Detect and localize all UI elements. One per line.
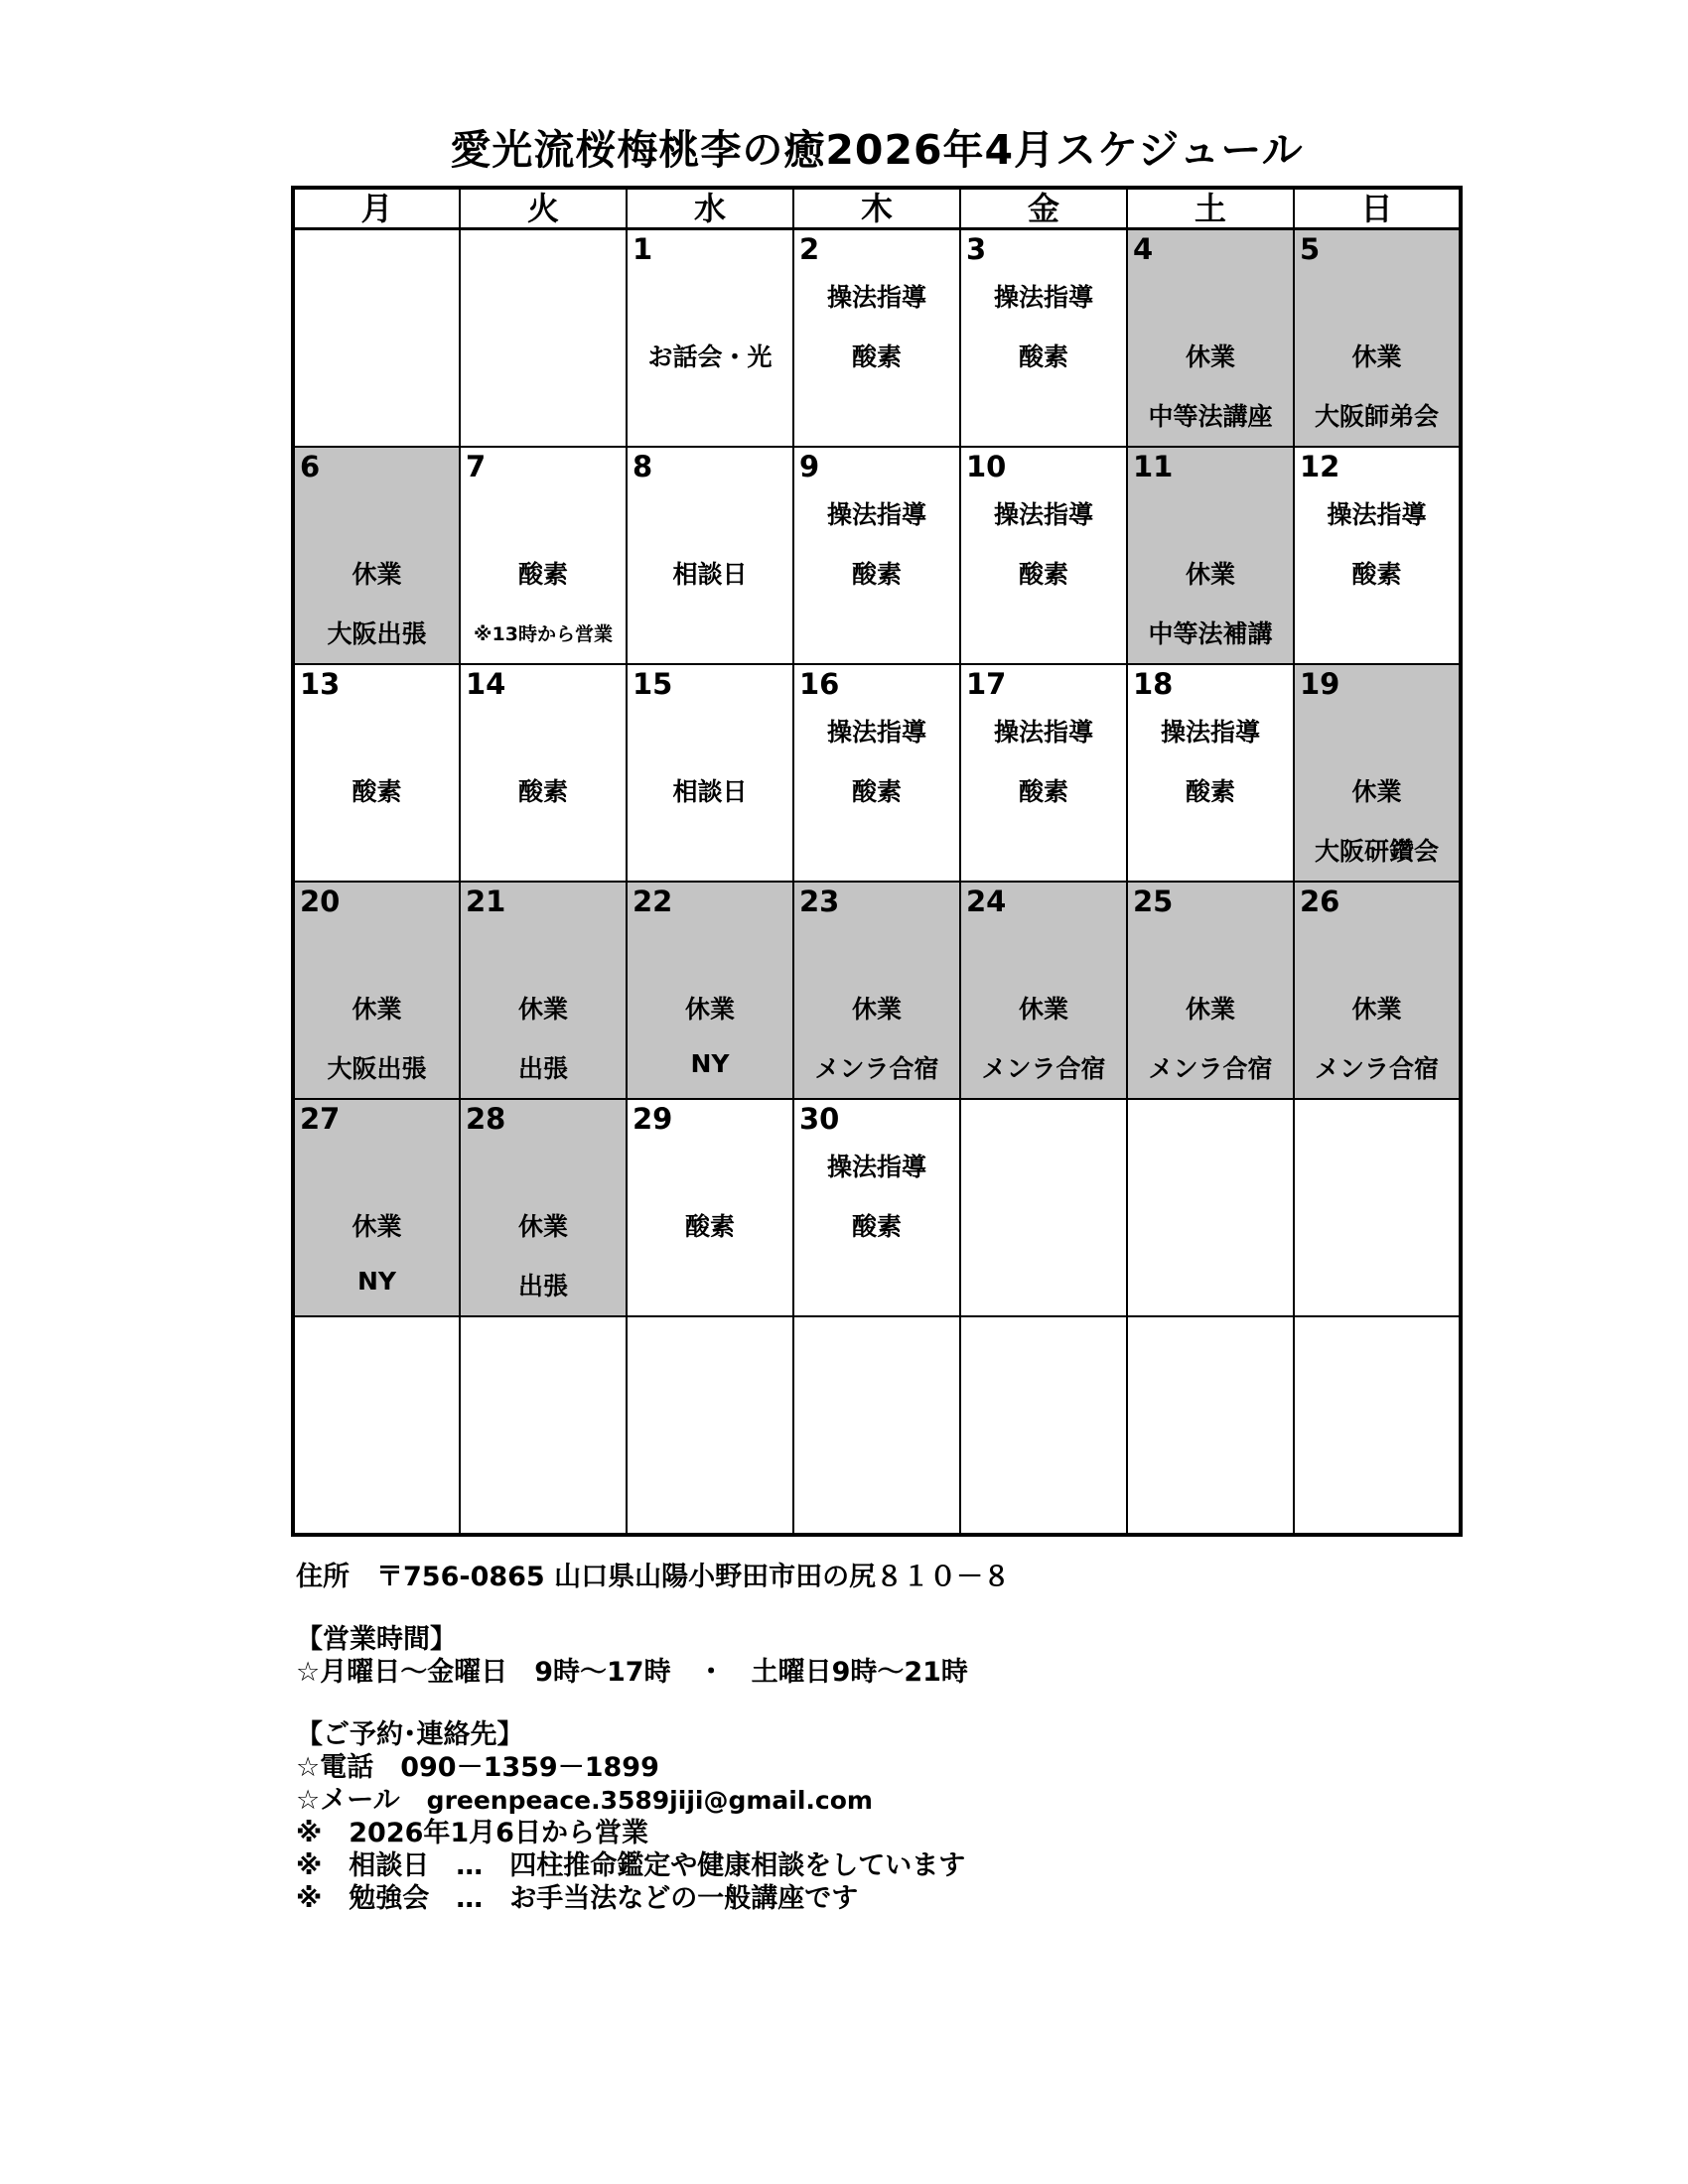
calendar-day-cell: [293, 664, 460, 882]
day-status: 酸素: [517, 560, 568, 589]
calendar-day-cell: [627, 447, 793, 664]
day-status: 休業: [352, 560, 402, 589]
day-activity: 操法指導: [1160, 718, 1260, 747]
calendar-day-cell: [627, 664, 793, 882]
day-status: 休業: [1185, 342, 1235, 371]
day-note: 大阪出張: [327, 619, 427, 648]
weekday-sun: 日: [1294, 188, 1461, 229]
day-number: 3: [966, 232, 987, 266]
day-number: 14: [466, 667, 506, 701]
calendar-day-cell: [460, 1316, 627, 1535]
day-status: 酸素: [851, 342, 902, 371]
calendar-day-cell: [1127, 447, 1294, 664]
day-number: 13: [300, 667, 341, 701]
calendar-day-cell: [960, 664, 1127, 882]
day-status: 酸素: [352, 777, 402, 806]
calendar-day-cell: [460, 1099, 627, 1316]
calendar-day-cell: [1294, 447, 1461, 664]
day-status: 休業: [1018, 995, 1068, 1024]
calendar-week-row: [293, 447, 1461, 664]
day-note: 中等法講座: [1148, 402, 1273, 431]
day-number: 7: [466, 450, 487, 483]
day-status: 休業: [1351, 995, 1402, 1024]
day-number: 6: [300, 450, 321, 483]
note-opening: ※ 2026年1月6日から営業: [296, 1818, 648, 1848]
day-number: 5: [1300, 232, 1321, 266]
weekday-mon: 月: [293, 188, 460, 229]
day-note: 大阪師弟会: [1314, 402, 1439, 431]
day-status: 酸素: [851, 560, 902, 589]
calendar-day-cell: [460, 229, 627, 448]
day-status: 休業: [517, 1212, 568, 1241]
day-status: お話会・光: [647, 342, 773, 371]
day-note: 大阪研鑽会: [1314, 837, 1439, 866]
calendar-day-cell: [793, 882, 960, 1099]
calendar-day-cell: [293, 882, 460, 1099]
calendar-day-cell: [627, 882, 793, 1099]
calendar-day-cell: [793, 229, 960, 448]
hours-heading: 【営業時間】: [296, 1624, 457, 1655]
day-note: 出張: [517, 1272, 568, 1300]
calendar-week-row: [293, 229, 1461, 448]
day-number: 30: [799, 1102, 840, 1136]
day-status: 休業: [352, 995, 402, 1024]
footer-info: [296, 1561, 1487, 1915]
calendar-day-cell: [793, 447, 960, 664]
day-note: NY: [690, 1049, 730, 1078]
day-number: 12: [1300, 450, 1340, 483]
contact-heading: 【ご予約･連絡先】: [296, 1719, 524, 1750]
calendar-day-cell: [627, 229, 793, 448]
day-status: 酸素: [851, 777, 902, 806]
calendar-day-cell: [960, 1316, 1127, 1535]
calendar-day-cell: [293, 447, 460, 664]
calendar-day-cell: [960, 229, 1127, 448]
day-activity: 操法指導: [826, 500, 926, 529]
weekday-thu: 木: [793, 188, 960, 229]
day-number: 20: [300, 885, 341, 918]
day-status: 酸素: [1018, 560, 1068, 589]
day-status: 酸素: [684, 1212, 735, 1241]
day-activity: 操法指導: [993, 500, 1093, 529]
calendar-day-cell: [293, 229, 460, 448]
day-status: 休業: [1351, 342, 1402, 371]
schedule-calendar: [291, 186, 1463, 1537]
day-status: 休業: [851, 995, 902, 1024]
day-number: 28: [466, 1102, 506, 1136]
calendar-day-cell: [460, 882, 627, 1099]
day-activity: 操法指導: [826, 1153, 926, 1181]
day-status: 酸素: [851, 1212, 902, 1241]
day-number: 27: [300, 1102, 341, 1136]
day-activity: 操法指導: [993, 718, 1093, 747]
day-number: 23: [799, 885, 840, 918]
day-note: メンラ合宿: [1314, 1054, 1439, 1083]
calendar-day-cell: [960, 882, 1127, 1099]
email-address[interactable]: greenpeace.3589jiji@gmail.com: [426, 1786, 873, 1815]
day-status: 休業: [517, 995, 568, 1024]
weekday-fri: 金: [960, 188, 1127, 229]
day-status: 休業: [352, 1212, 402, 1241]
note-consultation: ※ 相談日 … 四柱推命鑑定や健康相談をしています: [296, 1850, 966, 1881]
weekday-sat: 土: [1127, 188, 1294, 229]
day-note: メンラ合宿: [1148, 1054, 1273, 1083]
calendar-day-cell: [1127, 664, 1294, 882]
day-status: 酸素: [1018, 777, 1068, 806]
calendar-day-cell: [1294, 229, 1461, 448]
day-number: 24: [966, 885, 1007, 918]
day-number: 19: [1300, 667, 1340, 701]
day-note: ※13時から営業: [474, 623, 613, 645]
day-status: 相談日: [672, 777, 748, 806]
day-number: 15: [633, 667, 673, 701]
calendar-day-cell: [793, 664, 960, 882]
day-number: 22: [633, 885, 673, 918]
day-status: 酸素: [1185, 777, 1235, 806]
weekday-tue: 火: [460, 188, 627, 229]
day-number: 18: [1133, 667, 1174, 701]
calendar-day-cell: [1127, 1099, 1294, 1316]
day-note: メンラ合宿: [814, 1054, 939, 1083]
calendar-day-cell: [1294, 1316, 1461, 1535]
calendar-day-cell: [460, 664, 627, 882]
day-status: 休業: [1185, 995, 1235, 1024]
day-status: 休業: [684, 995, 735, 1024]
day-number: 25: [1133, 885, 1174, 918]
day-number: 9: [799, 450, 820, 483]
phone-number: ☆電話 090－1359－1899: [296, 1752, 659, 1783]
day-note: NY: [356, 1267, 397, 1296]
day-activity: 操法指導: [826, 718, 926, 747]
calendar-day-cell: [460, 447, 627, 664]
calendar-day-cell: [1294, 882, 1461, 1099]
email-label: ☆メール: [296, 1785, 427, 1816]
calendar-day-cell: [960, 1099, 1127, 1316]
day-number: 2: [799, 232, 820, 266]
email-line: [296, 1784, 1487, 1817]
calendar-day-cell: [1127, 229, 1294, 448]
day-status: 相談日: [672, 560, 748, 589]
day-number: 29: [633, 1102, 673, 1136]
day-note: 出張: [517, 1054, 568, 1083]
day-note: メンラ合宿: [981, 1054, 1106, 1083]
day-number: 8: [633, 450, 653, 483]
day-number: 4: [1133, 232, 1154, 266]
address: 住所 〒756-0865 山口県山陽小野田市田の尻８１０－８: [296, 1562, 1011, 1592]
day-activity: 操法指導: [826, 283, 926, 312]
day-status: 休業: [1185, 560, 1235, 589]
business-hours: ☆月曜日～金曜日 9時～17時 ・ 土曜日9時～21時: [296, 1657, 968, 1688]
calendar-day-cell: [1294, 1099, 1461, 1316]
day-number: 16: [799, 667, 840, 701]
day-note: 中等法補講: [1148, 619, 1273, 648]
calendar-day-cell: [627, 1316, 793, 1535]
day-number: 17: [966, 667, 1007, 701]
day-number: 21: [466, 885, 506, 918]
day-status: 酸素: [517, 777, 568, 806]
calendar-day-cell: [793, 1099, 960, 1316]
page-title: 愛光流桜梅桃李の癒2026年4月スケジュール: [450, 126, 1304, 174]
day-status: 酸素: [1351, 560, 1402, 589]
calendar-day-cell: [793, 1316, 960, 1535]
calendar-week-row: [293, 1099, 1461, 1316]
day-number: 11: [1133, 450, 1174, 483]
day-note: 大阪出張: [327, 1054, 427, 1083]
weekday-wed: 水: [627, 188, 793, 229]
calendar-day-cell: [293, 1099, 460, 1316]
calendar-week-row: [293, 1316, 1461, 1535]
calendar-day-cell: [1127, 1316, 1294, 1535]
day-activity: 操法指導: [1327, 500, 1427, 529]
calendar-day-cell: [627, 1099, 793, 1316]
day-number: 1: [633, 232, 653, 266]
calendar-day-cell: [960, 447, 1127, 664]
note-study: ※ 勉強会 … お手当法などの一般講座です: [296, 1883, 859, 1914]
calendar-day-cell: [293, 1316, 460, 1535]
day-status: 酸素: [1018, 342, 1068, 371]
calendar-week-row: [293, 664, 1461, 882]
day-number: 10: [966, 450, 1007, 483]
calendar-day-cell: [1127, 882, 1294, 1099]
day-number: 26: [1300, 885, 1340, 918]
day-activity: 操法指導: [993, 283, 1093, 312]
day-status: 休業: [1351, 777, 1402, 806]
calendar-day-cell: [1294, 664, 1461, 882]
calendar-week-row: [293, 882, 1461, 1099]
weekday-header-row: [293, 188, 1461, 229]
